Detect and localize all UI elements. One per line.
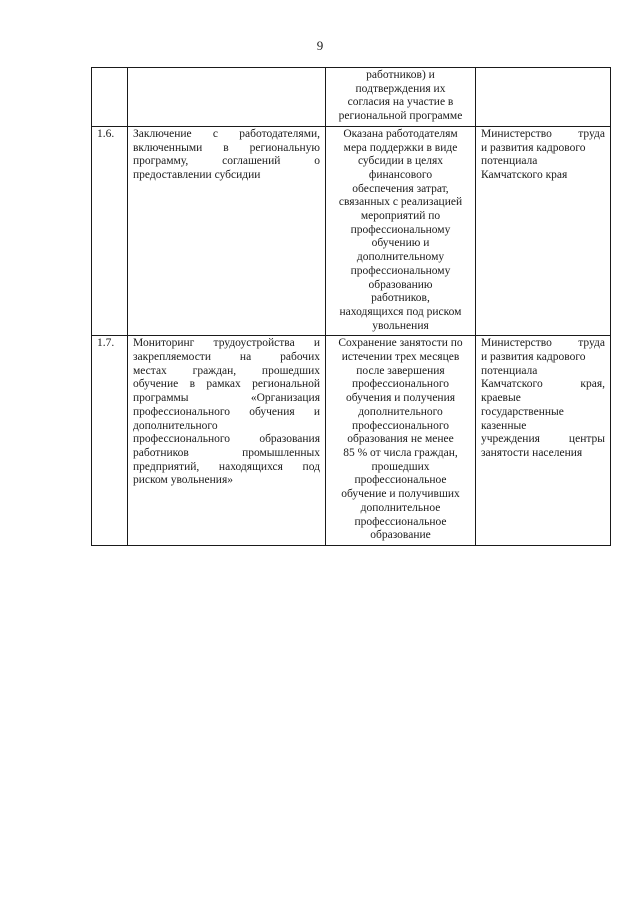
cell-text-line: включенными в региональную [133, 141, 320, 154]
cell-text-line: обучения и получения [345, 392, 456, 405]
cell-text-line: после завершения [356, 364, 445, 377]
cell-text-line: Министерство труда [481, 127, 605, 140]
cell-text-line: профессионального обучения и [133, 405, 320, 418]
cell-text-line: потенциала [481, 364, 538, 377]
cell-text-line: дополнительного [133, 419, 218, 432]
table-row [92, 336, 611, 546]
cell-result [326, 336, 476, 546]
cell-text-line: прошедших [371, 460, 430, 473]
cell-action [128, 336, 326, 546]
cell-text-line: Мониторинг трудоустройства и [133, 337, 320, 350]
table-row [92, 68, 611, 127]
cell-text-line: образованию [368, 278, 433, 291]
cell-text-line: связанных с реализацией [338, 196, 463, 209]
measures-table [91, 67, 611, 546]
cell-text-line: программу, соглашений о [133, 155, 320, 168]
cell-text-line: дополнительному [356, 251, 445, 264]
cell-text-line: субсидии в целях [357, 155, 444, 168]
cell-text-line: предприятий, находящихся под [133, 460, 320, 473]
cell-text-line: Камчатского края [481, 168, 568, 181]
cell-text-line: региональной программе [338, 110, 463, 123]
cell-text-line: образования не менее [347, 433, 454, 446]
cell-action [128, 68, 326, 127]
cell-text-line: профессиональное [354, 515, 447, 528]
cell-text-line: учреждения центры [481, 433, 605, 446]
page-number: 9 [316, 38, 324, 53]
cell-text-line: работников, [371, 292, 430, 305]
table-body [92, 68, 611, 546]
cell-text-line: краевые [481, 392, 521, 405]
cell-executor [476, 336, 611, 546]
cell-text-line: Заключение с работодателями, [133, 127, 320, 140]
cell-text-line: профессиональное [354, 474, 447, 487]
cell-result [326, 68, 476, 127]
cell-number: 1.7. [92, 336, 128, 546]
cell-executor [476, 68, 611, 127]
cell-text-line: работников) и [366, 69, 435, 81]
cell-text-line: обучение в рамках региональной [133, 378, 320, 391]
cell-text-line: профессиональному [350, 223, 451, 236]
cell-text-line: занятости населения [481, 446, 583, 459]
cell-text-line: предоставлении субсидии [133, 168, 261, 181]
cell-text-line: государственные [481, 405, 564, 418]
cell-text-line: мера поддержки в виде [343, 141, 458, 154]
cell-executor [476, 126, 611, 336]
cell-text-line: обучение и получивших [341, 488, 460, 501]
cell-text-line: подтверждения их [355, 82, 446, 95]
cell-text-line: программы «Организация [133, 392, 320, 405]
cell-text-line: работников промышленных [133, 446, 320, 459]
cell-text-line: потенциала [481, 155, 538, 168]
cell-text-line: финансового [368, 168, 433, 181]
cell-text-line: риском увольнения» [133, 474, 233, 487]
cell-text-line: закрепляемости на рабочих [133, 351, 320, 364]
cell-text-line: казенные [481, 419, 527, 432]
cell-text-line: 85 % от числа граждан, [343, 446, 458, 459]
cell-text-line: находящихся под риском [339, 305, 462, 318]
cell-text-line: и развития кадрового [481, 351, 586, 364]
cell-text-line: местах граждан, прошедших [133, 364, 320, 377]
table-row [92, 126, 611, 336]
cell-text-line: образование [370, 529, 431, 542]
cell-text-line: дополнительного [358, 405, 443, 418]
cell-number: 1.6. [92, 126, 128, 336]
cell-text-line: дополнительное [360, 501, 441, 514]
cell-text-line: мероприятий по [360, 210, 441, 223]
cell-text-line: истечении трех месяцев [341, 351, 460, 364]
cell-text-line: обеспечения затрат, [352, 182, 449, 195]
cell-text-line: Министерство труда [481, 337, 605, 350]
cell-text-line: согласия на участие в [347, 96, 454, 109]
cell-text-line: профессиональному [350, 264, 451, 277]
cell-result [326, 126, 476, 336]
cell-text-line: увольнения [372, 319, 429, 332]
cell-text-line: профессионального [351, 378, 450, 391]
cell-text-line: Камчатского края, [481, 378, 605, 391]
cell-text-line: и развития кадрового [481, 141, 586, 154]
cell-text-line: обучению и [371, 237, 430, 250]
cell-text-line: Сохранение занятости по [338, 337, 463, 350]
cell-number [92, 68, 128, 127]
cell-text-line: профессионального [351, 419, 450, 432]
cell-text-line: Оказана работодателям [343, 127, 458, 140]
cell-action [128, 126, 326, 336]
cell-text-line: профессионального образования [133, 433, 320, 446]
